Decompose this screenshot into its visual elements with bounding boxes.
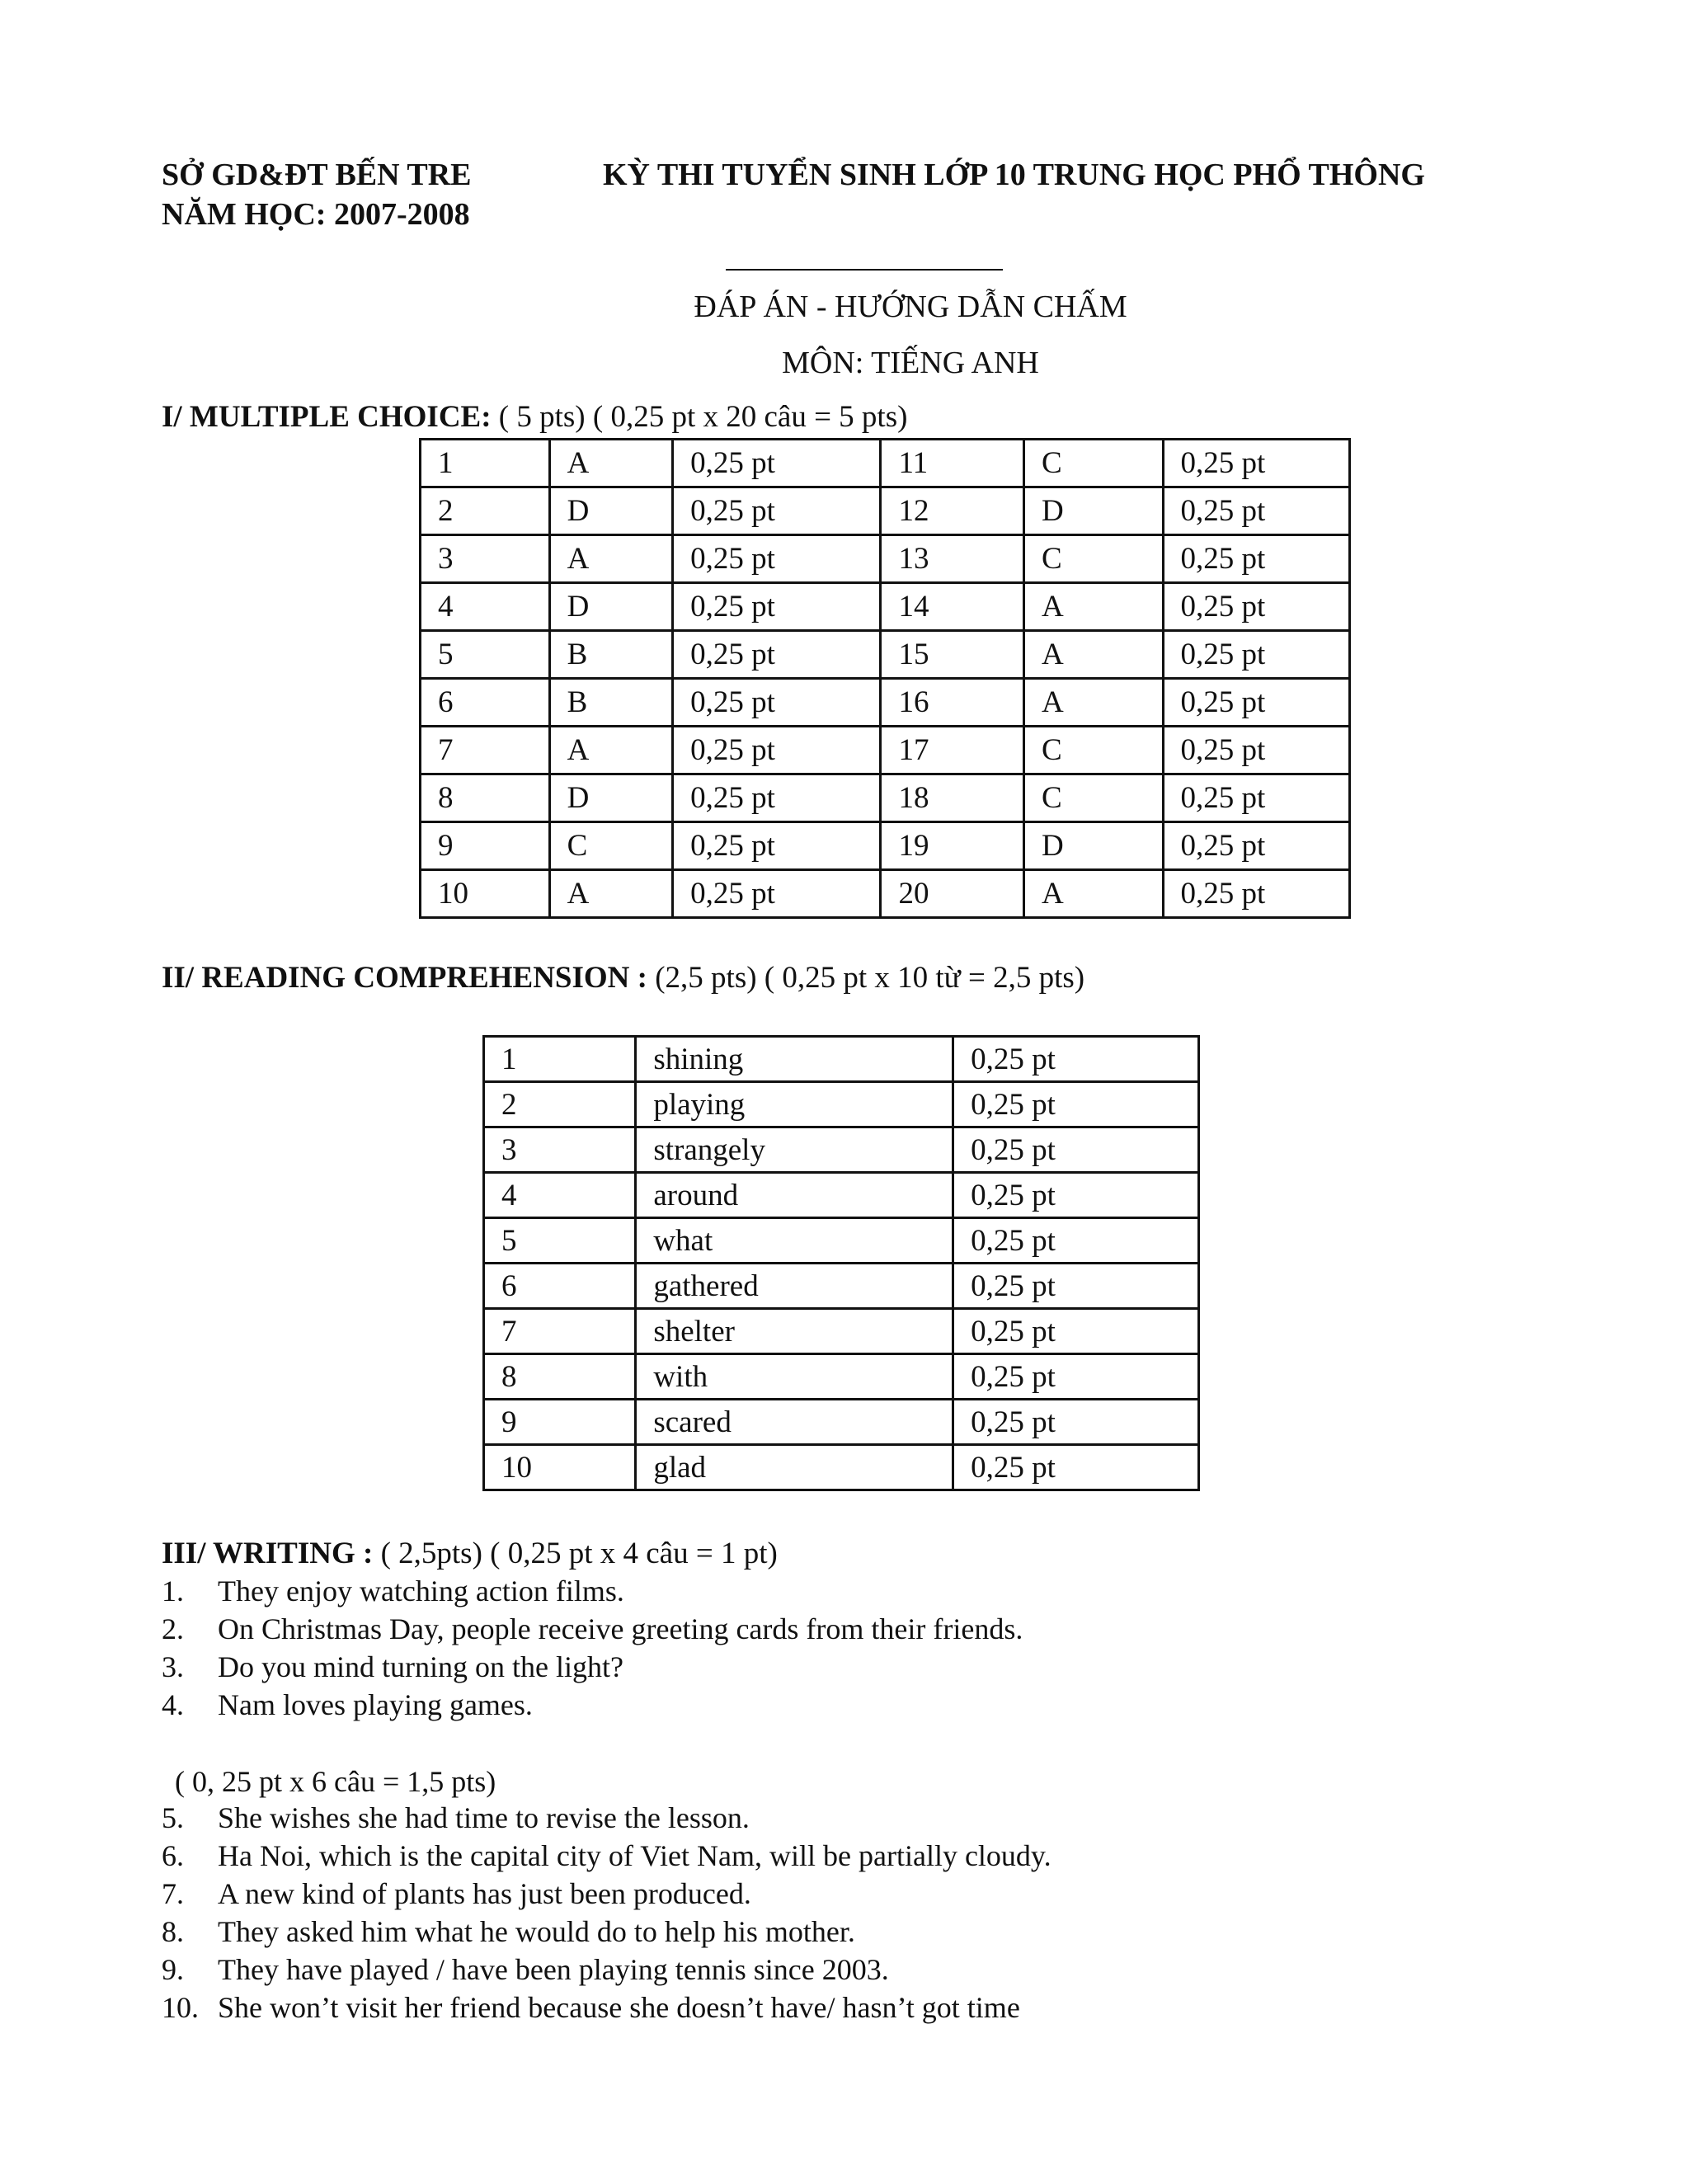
mc-table-cell: 0,25 pt — [673, 870, 881, 918]
mc-table-row — [421, 679, 1350, 727]
mc-table-cell: 0,25 pt — [1163, 631, 1349, 679]
rc-table-cell: shelter — [636, 1309, 953, 1354]
mc-table-cell: 19 — [881, 822, 1024, 870]
mc-table-row — [421, 631, 1350, 679]
mc-table-cell: 0,25 pt — [1163, 440, 1349, 487]
rc-table-cell: 2 — [484, 1082, 636, 1127]
exam-title: KỲ THI TUYỂN SINH LỚP 10 TRUNG HỌC PHỔ THÔNG — [603, 158, 1425, 192]
mc-table-cell: D — [549, 583, 673, 631]
mc-table-cell: B — [549, 679, 673, 727]
mc-table-cell: C — [1024, 727, 1164, 774]
list-item — [162, 1650, 623, 1684]
mc-table-cell: 3 — [421, 535, 550, 583]
section3-title: III/ WRITING : — [162, 1537, 374, 1570]
list-item-number: 3. — [162, 1650, 184, 1683]
writing-part2-points: ( 0, 25 pt x 6 câu = 1,5 pts) — [175, 1765, 496, 1798]
mc-table-cell: 0,25 pt — [1163, 774, 1349, 822]
list-item-number: 4. — [162, 1688, 184, 1721]
mc-table-cell: C — [549, 822, 673, 870]
list-item — [162, 1574, 624, 1608]
rc-table-cell: with — [636, 1354, 953, 1400]
mc-table-cell: 8 — [421, 774, 550, 822]
rc-table-row — [484, 1264, 1199, 1309]
rc-table-cell: 5 — [484, 1218, 636, 1264]
mc-table-cell: 17 — [881, 727, 1024, 774]
rc-table-cell: 0,25 pt — [953, 1264, 1199, 1309]
list-item — [162, 1876, 751, 1911]
rc-table-cell: 8 — [484, 1354, 636, 1400]
list-item-text: She wishes she had time to revise the lesson. — [218, 1801, 750, 1834]
mc-table-cell: 15 — [881, 631, 1024, 679]
mc-table-cell: 0,25 pt — [1163, 583, 1349, 631]
rc-table-cell: 0,25 pt — [953, 1445, 1199, 1490]
section1-points: ( 5 pts) ( 0,25 pt x 20 câu = 5 pts) — [491, 400, 908, 434]
list-item — [162, 1952, 889, 1987]
mc-table-cell: A — [1024, 631, 1164, 679]
rc-table-cell: 3 — [484, 1127, 636, 1173]
mc-table-row — [421, 440, 1350, 487]
mc-table-cell: 0,25 pt — [1163, 870, 1349, 918]
mc-table-cell: 2 — [421, 487, 550, 535]
mc-table-cell: B — [549, 631, 673, 679]
rc-table-cell: 0,25 pt — [953, 1037, 1199, 1082]
mc-table-cell: 13 — [881, 535, 1024, 583]
rc-table-cell: playing — [636, 1082, 953, 1127]
rc-table-cell: gathered — [636, 1264, 953, 1309]
mc-table-cell: 4 — [421, 583, 550, 631]
section1-heading — [162, 399, 907, 435]
mc-table-cell: 0,25 pt — [673, 822, 881, 870]
section2-heading — [162, 960, 1084, 996]
section3-heading — [162, 1536, 778, 1571]
section2-points: (2,5 pts) ( 0,25 pt x 10 từ = 2,5 pts) — [647, 961, 1085, 995]
mc-table-cell: 0,25 pt — [1163, 487, 1349, 535]
mc-table-cell: A — [1024, 870, 1164, 918]
list-item-text: A new kind of plants has just been produced. — [218, 1877, 751, 1910]
mc-table-row — [421, 535, 1350, 583]
mc-table-row — [421, 822, 1350, 870]
mc-table-cell: C — [1024, 774, 1164, 822]
rc-table-cell: 0,25 pt — [953, 1309, 1199, 1354]
list-item-number: 2. — [162, 1612, 184, 1645]
list-item-text: They enjoy watching action films. — [218, 1574, 624, 1607]
mc-table-cell: 6 — [421, 679, 550, 727]
rc-table-cell: 7 — [484, 1309, 636, 1354]
list-item-number: 1. — [162, 1574, 184, 1607]
list-item — [162, 1612, 1023, 1646]
rc-table-cell: 0,25 pt — [953, 1082, 1199, 1127]
mc-table-cell: 0,25 pt — [673, 727, 881, 774]
list-item-number: 6. — [162, 1839, 184, 1872]
title-divider — [726, 269, 1003, 271]
rc-table-row — [484, 1309, 1199, 1354]
rc-table-cell: 0,25 pt — [953, 1173, 1199, 1218]
mc-table-row — [421, 774, 1350, 822]
list-item-text: On Christmas Day, people receive greeting cards from their friends. — [218, 1612, 1023, 1645]
rc-table-cell: 4 — [484, 1173, 636, 1218]
mc-table-cell: 5 — [421, 631, 550, 679]
mc-table-cell: 9 — [421, 822, 550, 870]
rc-table-cell: 0,25 pt — [953, 1218, 1199, 1264]
mc-table-cell: D — [1024, 822, 1164, 870]
mc-table-cell: 0,25 pt — [1163, 535, 1349, 583]
multiple-choice-table — [419, 438, 1351, 919]
list-item — [162, 1990, 1020, 2025]
list-item-text: Do you mind turning on the light? — [218, 1650, 623, 1683]
rc-table-row — [484, 1127, 1199, 1173]
list-item — [162, 1687, 533, 1722]
mc-table-cell: A — [549, 727, 673, 774]
rc-table-cell: 0,25 pt — [953, 1354, 1199, 1400]
rc-table-cell: strangely — [636, 1127, 953, 1173]
list-item — [162, 1800, 750, 1835]
mc-table-cell: 0,25 pt — [673, 774, 881, 822]
mc-table-cell: 12 — [881, 487, 1024, 535]
school-year: NĂM HỌC: 2007-2008 — [162, 197, 470, 232]
list-item-text: She won’t visit her friend because she doesn’t have/ hasn’t got time — [218, 1991, 1020, 2024]
list-item — [162, 1914, 855, 1949]
list-item-text: They asked him what he would do to help his mother. — [218, 1915, 855, 1948]
list-item-text: Nam loves playing games. — [218, 1688, 533, 1721]
rc-table-row — [484, 1400, 1199, 1445]
mc-table-cell: D — [549, 487, 673, 535]
mc-table-cell: 0,25 pt — [673, 679, 881, 727]
mc-table-cell: A — [549, 535, 673, 583]
department-name: SỞ GD&ĐT BẾN TRE — [162, 158, 472, 192]
subject-title: MÔN: TIẾNG ANH — [782, 346, 1039, 380]
mc-table-cell: 20 — [881, 870, 1024, 918]
list-item-number: 9. — [162, 1953, 184, 1986]
mc-table-cell: D — [1024, 487, 1164, 535]
mc-table-cell: 16 — [881, 679, 1024, 727]
mc-table-cell: 11 — [881, 440, 1024, 487]
mc-table-cell: 14 — [881, 583, 1024, 631]
mc-table-row — [421, 487, 1350, 535]
rc-table-cell: what — [636, 1218, 953, 1264]
answer-key-title: ĐÁP ÁN - HƯỚNG DẪN CHẤM — [694, 289, 1127, 324]
rc-table-cell: around — [636, 1173, 953, 1218]
list-item-number: 10. — [162, 1991, 199, 2024]
rc-table-cell: 6 — [484, 1264, 636, 1309]
mc-table-cell: A — [549, 440, 673, 487]
rc-table-row — [484, 1354, 1199, 1400]
mc-table-cell: 0,25 pt — [1163, 679, 1349, 727]
mc-table-row — [421, 583, 1350, 631]
list-item — [162, 1838, 1052, 1873]
rc-table-cell: scared — [636, 1400, 953, 1445]
list-item-number: 7. — [162, 1877, 184, 1910]
list-item-number: 5. — [162, 1801, 184, 1834]
rc-table-row — [484, 1218, 1199, 1264]
mc-table-cell: 0,25 pt — [1163, 727, 1349, 774]
mc-table-cell: A — [549, 870, 673, 918]
mc-table-cell: A — [1024, 679, 1164, 727]
rc-table-row — [484, 1445, 1199, 1490]
mc-table-row — [421, 870, 1350, 918]
rc-table-cell: glad — [636, 1445, 953, 1490]
rc-table-cell: 0,25 pt — [953, 1127, 1199, 1173]
section3-points: ( 2,5pts) ( 0,25 pt x 4 câu = 1 pt) — [373, 1537, 778, 1570]
mc-table-cell: A — [1024, 583, 1164, 631]
mc-table-cell: C — [1024, 535, 1164, 583]
rc-table-row — [484, 1173, 1199, 1218]
rc-table-cell: 9 — [484, 1400, 636, 1445]
rc-table-row — [484, 1082, 1199, 1127]
mc-table-cell: 10 — [421, 870, 550, 918]
rc-table-cell: shining — [636, 1037, 953, 1082]
mc-table-cell: 0,25 pt — [673, 535, 881, 583]
mc-table-cell: C — [1024, 440, 1164, 487]
reading-comprehension-table — [482, 1035, 1200, 1491]
list-item-text: Ha Noi, which is the capital city of Viet Nam, will be partially cloudy. — [218, 1839, 1052, 1872]
list-item-text: They have played / have been playing tennis since 2003. — [218, 1953, 889, 1986]
rc-table-cell: 0,25 pt — [953, 1400, 1199, 1445]
rc-table-cell: 1 — [484, 1037, 636, 1082]
mc-table-cell: 0,25 pt — [673, 487, 881, 535]
mc-table-cell: 7 — [421, 727, 550, 774]
rc-table-cell: 10 — [484, 1445, 636, 1490]
mc-table-cell: 0,25 pt — [673, 583, 881, 631]
mc-table-cell: 1 — [421, 440, 550, 487]
mc-table-cell: 0,25 pt — [1163, 822, 1349, 870]
mc-table-cell: 18 — [881, 774, 1024, 822]
mc-table-cell: D — [549, 774, 673, 822]
mc-table-row — [421, 727, 1350, 774]
mc-table-cell: 0,25 pt — [673, 440, 881, 487]
section2-title: II/ READING COMPREHENSION : — [162, 961, 647, 995]
rc-table-row — [484, 1037, 1199, 1082]
list-item-number: 8. — [162, 1915, 184, 1948]
mc-table-cell: 0,25 pt — [673, 631, 881, 679]
section1-title: I/ MULTIPLE CHOICE: — [162, 400, 492, 434]
